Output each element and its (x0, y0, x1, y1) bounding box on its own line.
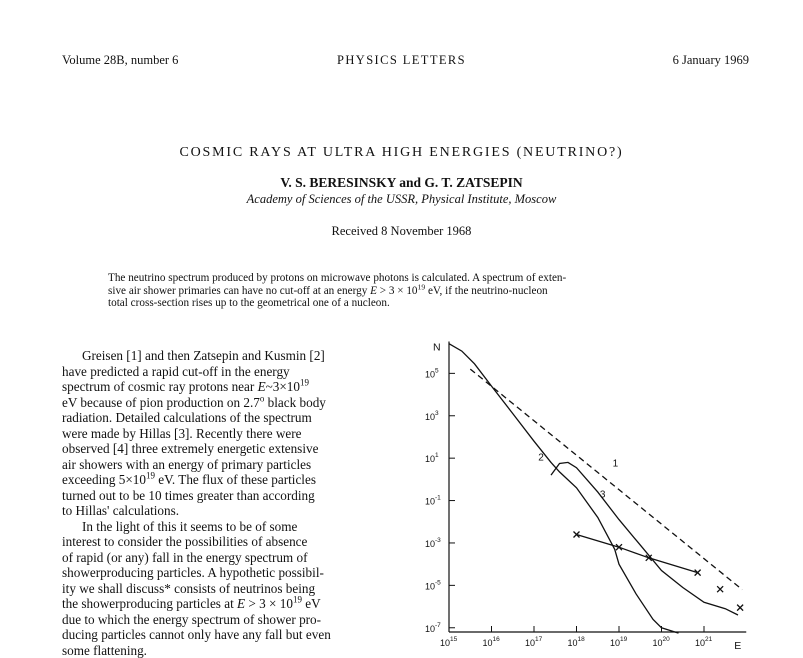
abstract-line: sive air shower primaries can have no cut-off at an energy $E > 3 \times 10^{19}$ eV, if the neutrino-nucleon (108, 282, 548, 297)
x-axis-label: E (734, 640, 742, 652)
body-line: Greisen [1] and then Zatsepin and Kusmin [2] (82, 348, 325, 363)
body-line: interest to consider the possibilities of absence (62, 534, 308, 549)
spectrum-figure (410, 335, 803, 658)
body-line: the showerproducing particles at $E > 3 \times 10^{19}$ eV (62, 594, 321, 611)
x-tick-label: $10^{17}$ (525, 636, 543, 648)
y-tick-label: $10^{-1}$ (425, 494, 441, 507)
series-line-1 (470, 369, 742, 589)
y-axis-label: N (433, 341, 441, 354)
series-line-3 (551, 462, 738, 615)
y-tick-label: $10^3$ (425, 409, 439, 422)
body-line: eV because of pion production on 2.7$^o$ black body (62, 393, 326, 410)
header-journal: PHYSICS LETTERS (336, 53, 466, 67)
body-line: showerproducing particles. A hypothetic possibil- (62, 565, 324, 580)
article-affiliation: Academy of Sciences of the USSR, Physical Institute, Moscow (246, 192, 557, 206)
series-label-3: 3 (599, 489, 606, 501)
abstract (108, 272, 718, 310)
body-line: have predicted a rapid cut-off in the energy (62, 363, 290, 379)
series-label-2: 2 (538, 452, 544, 464)
data-point-cross (717, 586, 723, 592)
y-tick-label: $10^5$ (425, 367, 439, 380)
body-line: observed [4] three extremely energetic extensive (62, 441, 319, 456)
x-tick-label: $10^{19}$ (610, 636, 628, 648)
series-label-1: 1 (612, 458, 619, 470)
x-tick-label: $10^{18}$ (567, 636, 585, 648)
x-tick-label: $10^{21}$ (695, 636, 713, 648)
y-tick-label: $10^{-7}$ (425, 621, 441, 634)
body-line: spectrum of cosmic ray protons near $E\sim 3\times 10^{19}$ (62, 377, 309, 394)
article-title: COSMIC RAYS AT ULTRA HIGH ENERGIES (NEUTRINO?) (179, 145, 624, 160)
body-line: exceeding $5\times 10^{19}$ eV. The flux of these particles (62, 470, 316, 487)
body-text (62, 348, 407, 658)
body-line: were made by Hillas [3]. Recently there were (62, 425, 302, 441)
body-line: In the light of this it seems to be of some (82, 518, 298, 534)
header-volume: Volume 28B, number 6 (62, 53, 179, 67)
body-line: ducing particles cannot only have any fall but even (62, 627, 331, 642)
series-line-2 (449, 344, 679, 633)
body-line: radiation. Detailed calculations of the spectrum (62, 410, 312, 425)
x-tick-label: $10^{15}$ (440, 636, 458, 648)
data-point-cross (737, 605, 743, 611)
header-date: 6 January 1969 (672, 53, 749, 67)
received-date: Received 8 November 1968 (331, 224, 472, 238)
body-line: ity we shall discuss* consists of neutrinos being (62, 580, 316, 596)
body-line: to Hillas' calculations. (62, 503, 180, 518)
article-authors: V. S. BERESINSKY and G. T. ZATSEPIN (280, 175, 523, 190)
body-line: of rapid (or any) fall in the energy spectrum of (62, 549, 308, 565)
y-tick-label: $10^{-5}$ (425, 579, 441, 592)
body-line: due to which the energy spectrum of shower pro- (62, 611, 322, 627)
body-line: air showers with an energy of primary particles (62, 456, 312, 472)
x-tick-label: $10^{20}$ (652, 636, 670, 648)
abstract-line: total cross-section rises up to the geometrical one of a nucleon. (108, 297, 390, 310)
y-tick-label: $10^{-3}$ (425, 536, 441, 549)
x-tick-label: $10^{16}$ (482, 636, 500, 648)
body-line: some flattening. (62, 642, 147, 658)
y-tick-label: $10^1$ (425, 452, 439, 465)
body-line: turned out to be 10 times greater than according (62, 487, 315, 503)
abstract-line: The neutrino spectrum produced by protons on microwave photons is calculated. A spectrum of exten- (108, 272, 567, 284)
